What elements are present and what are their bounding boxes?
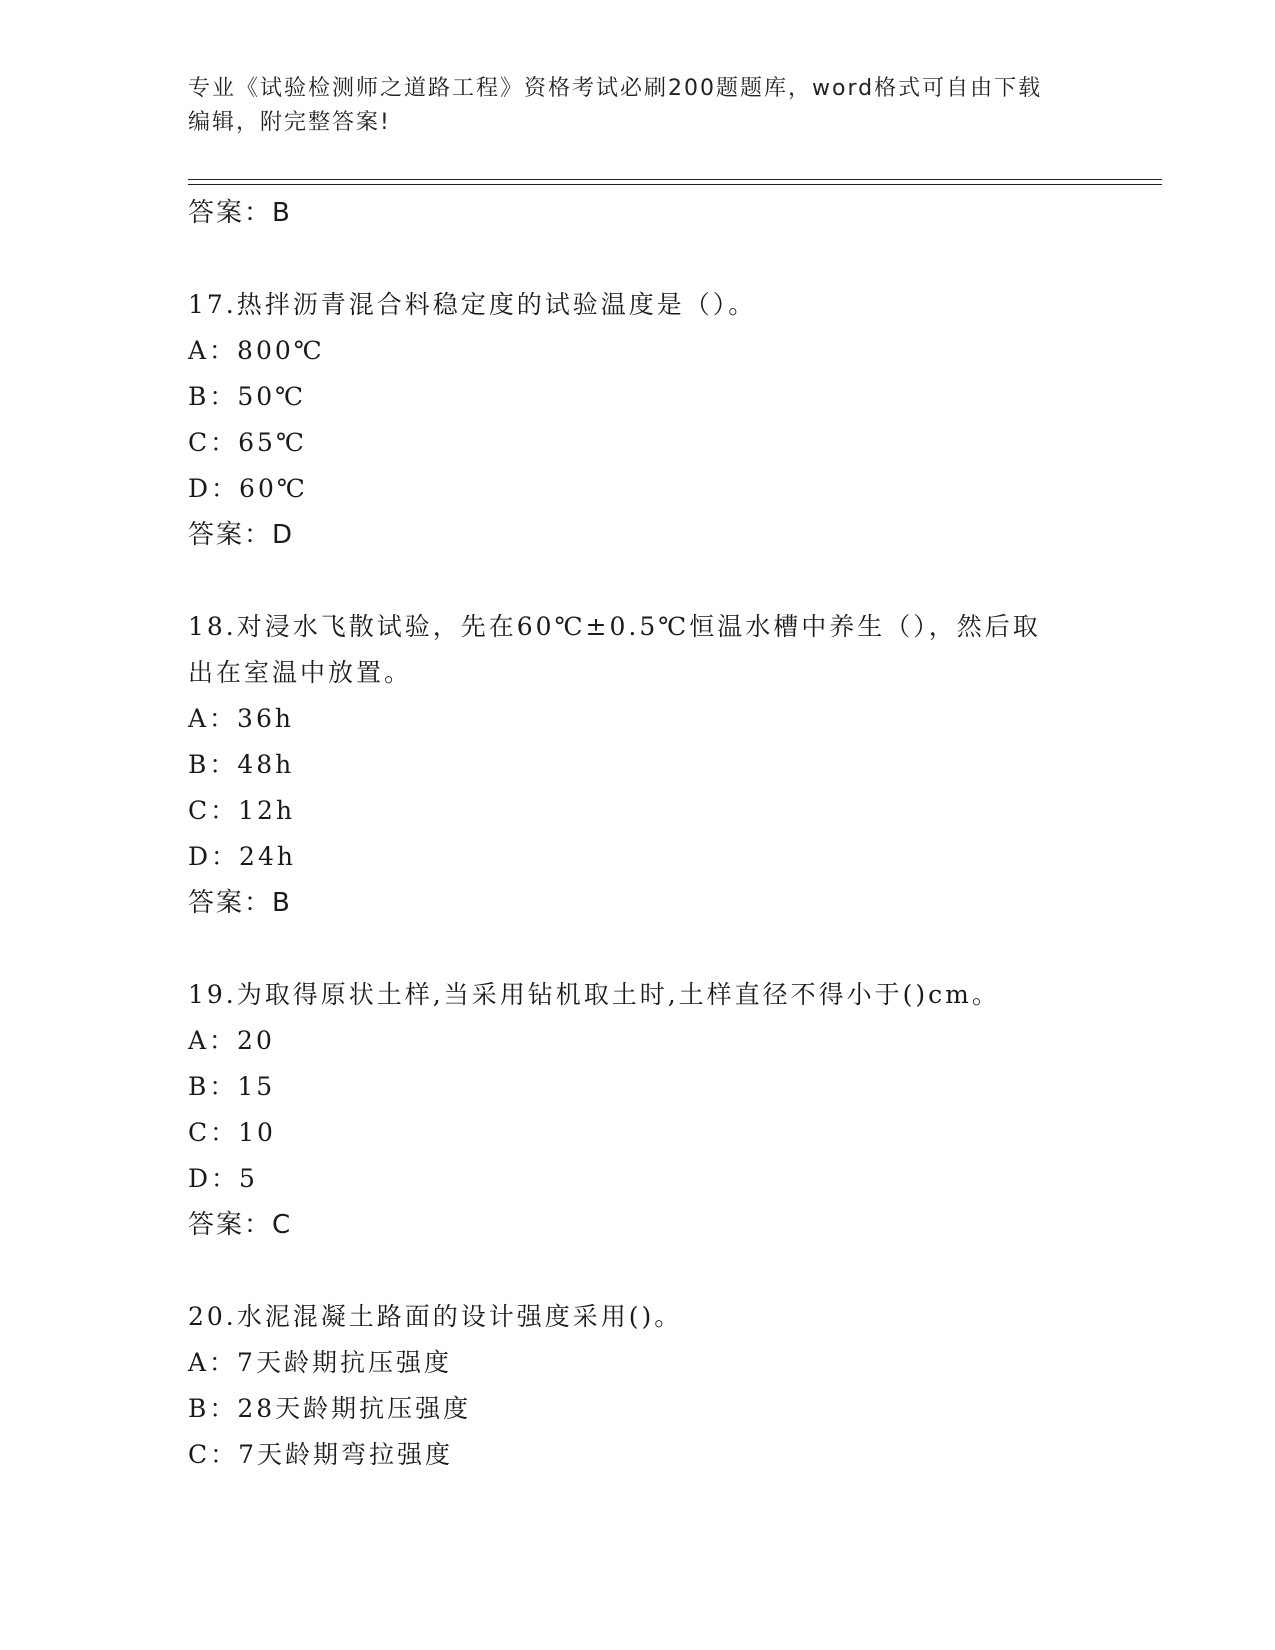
header-divider-bottom [188,184,1162,185]
header-line-1: 专业《试验检测师之道路工程》资格考试必刷200题题库，word格式可自由下载 [188,76,1043,101]
header-divider-top [188,179,1162,180]
answer-17: 答案：D [188,520,295,550]
document-header [188,72,1068,140]
question-text-line-2: 出在室温中放置。 [188,658,413,687]
question-text: 19.为取得原状土样,当采用钻机取土时,土样直径不得小于()cm。 [188,980,1000,1009]
option-a: A：20 [188,1026,275,1055]
answer-18: 答案：B [188,888,292,918]
spacer [188,558,1088,604]
option-c: C：10 [188,1118,276,1147]
question-18 [188,604,1088,926]
answer-16: 答案：B [188,198,292,228]
option-a: A：7天龄期抗压强度 [188,1348,452,1377]
option-a: A：800℃ [188,336,325,365]
spacer [188,926,1088,972]
option-d: D：24h [188,842,296,871]
option-c: C：7天龄期弯拉强度 [188,1440,454,1469]
question-17 [188,282,1088,558]
option-d: D：5 [188,1164,258,1193]
question-text: 20.水泥混凝土路面的设计强度采用()。 [188,1302,683,1331]
option-d: D：60℃ [188,474,308,503]
option-b: B：15 [188,1072,276,1101]
spacer [188,236,1088,282]
option-b: B：48h [188,750,295,779]
question-text-line-1: 18.对浸水飞散试验，先在60℃±0.5℃恒温水槽中养生（），然后取 [188,612,1041,641]
option-a: A：36h [188,704,294,733]
answer-19: 答案：C [188,1210,293,1240]
question-list [188,190,1088,1478]
question-text: 17.热拌沥青混合料稳定度的试验温度是（）。 [188,290,757,319]
question-19 [188,972,1088,1248]
option-c: C：12h [188,796,296,825]
option-b: B：50℃ [188,382,307,411]
question-20 [188,1294,1088,1478]
header-line-2: 编辑，附完整答案! [188,110,391,135]
spacer [188,1248,1088,1294]
option-c: C：65℃ [188,428,307,457]
option-b: B：28天龄期抗压强度 [188,1394,472,1423]
